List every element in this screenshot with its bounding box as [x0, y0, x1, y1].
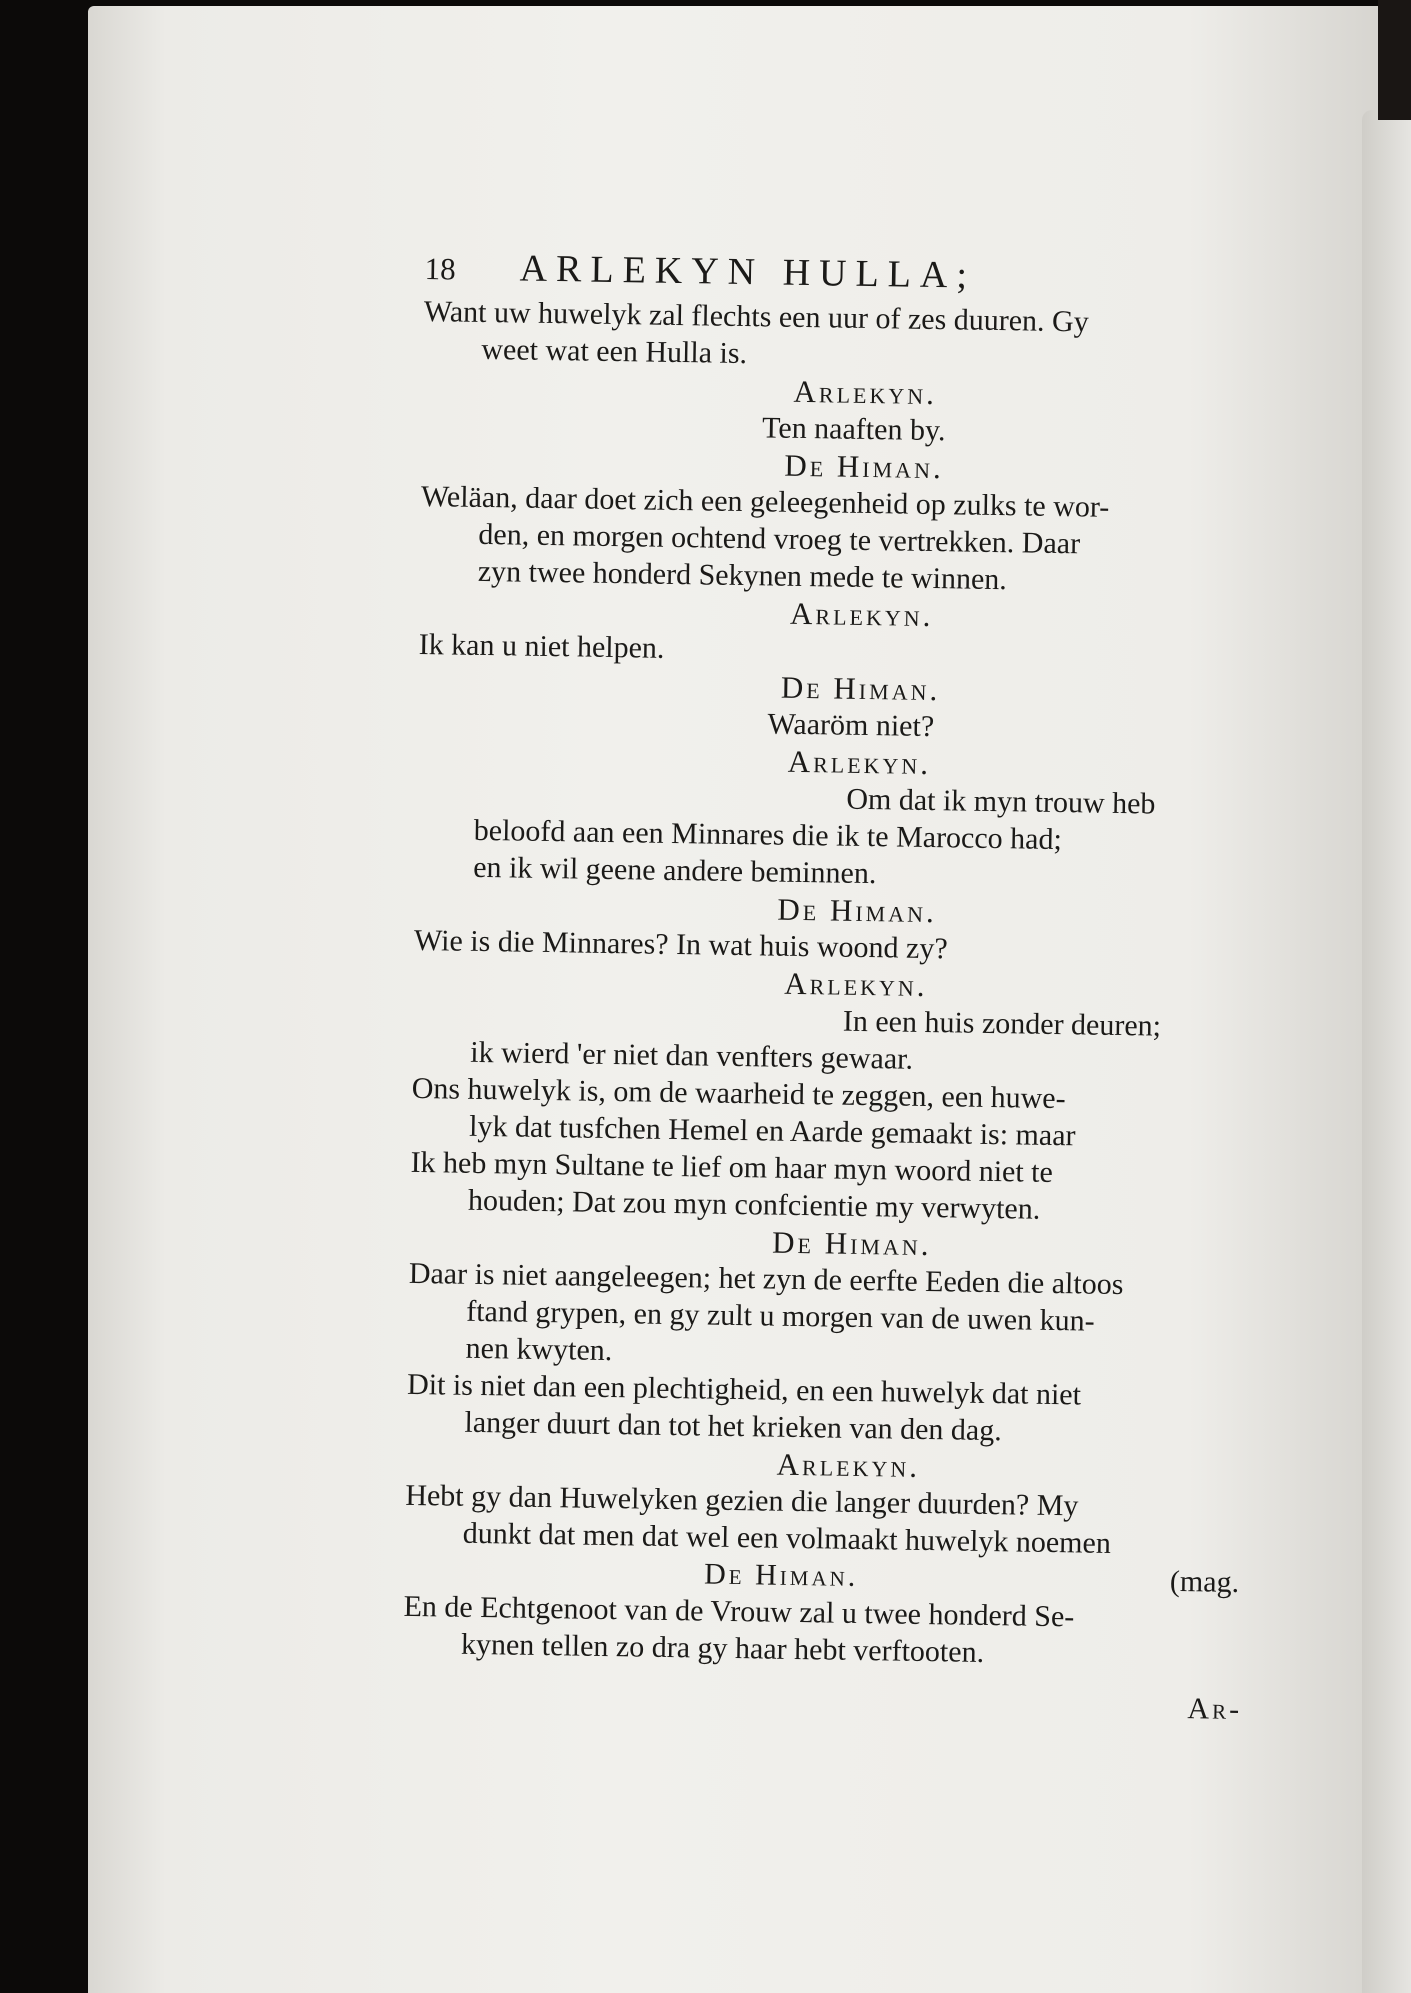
text-line: Ik heb myn Sultane te lief om haar myn woord niet te	[410, 1145, 1054, 1189]
speaker-name: De Himan.	[703, 1557, 859, 1593]
text-line: Ten naaften by.	[761, 411, 946, 448]
catchword: Ar-	[1187, 1692, 1243, 1727]
text-line: Weläan, daar doet zich een geleegenheid op zulks te wor-	[420, 479, 1110, 524]
text-line: Want uw huwelyk zal flechts een uur of zes duuren. Gy	[423, 294, 1090, 339]
text-line: Hebt gy dan Huwelyken gezien die langer duurden? My	[405, 1478, 1079, 1523]
text-line: Waaröm niet?	[767, 707, 935, 744]
runover-text: (mag.	[1169, 1564, 1240, 1599]
speaker-name: Arlekyn.	[793, 373, 938, 412]
text-line: houden; Dat zou myn confcientie my verwyten.	[467, 1183, 1041, 1226]
speaker-name: Arlekyn.	[783, 965, 928, 1003]
speaker-name: Arlekyn.	[789, 595, 934, 634]
running-title: ARLEKYN HULLA;	[519, 247, 977, 297]
book-gutter-shadow	[1378, 0, 1411, 120]
speaker-name: De Himan.	[777, 891, 938, 930]
text-line: Ons huwelyk is, om de waarheid te zeggen, een huwe-	[411, 1071, 1066, 1116]
text-line: lyk dat tusfchen Hemel en Aarde gemaakt is: maar	[468, 1109, 1076, 1153]
text-line: Dit is niet dan een plechtigheid, en een huwelyk dat niet	[406, 1367, 1082, 1412]
text-line: nen kwyten.	[465, 1331, 613, 1368]
page-number: 18	[424, 250, 456, 287]
text-line: zyn twee honderd Sekynen mede te winnen.	[477, 554, 1008, 597]
text-line: In een huis zonder deuren;	[842, 1004, 1162, 1043]
text-line: den, en morgen ochtend vroeg te vertrekken. Daar	[478, 517, 1081, 561]
speaker-name: Arlekyn.	[787, 743, 932, 782]
text-line: kynen tellen zo dra gy haar hebt verftooten.	[460, 1627, 985, 1669]
text-line: langer duurt dan tot het krieken van den dag.	[464, 1405, 1003, 1448]
text-line: Daar is niet aangeleegen; het zyn de eerfte Eeden die altoos	[408, 1256, 1124, 1302]
page-text-block	[402, 245, 1270, 1728]
speaker-name: De Himan.	[780, 669, 941, 708]
text-line: weet wat een Hulla is.	[481, 332, 748, 371]
text-line: Wie is die Minnares? In wat huis woond zy?	[413, 923, 948, 966]
text-line: beloofd aan een Minnares die ik te Marocco had;	[473, 813, 1063, 857]
speaker-name: Arlekyn.	[776, 1446, 921, 1484]
facing-page-edge	[1362, 110, 1411, 1993]
text-line: Om dat ik myn trouw heb	[846, 782, 1156, 821]
text-line: dunkt dat men dat wel een volmaakt huwelyk noemen	[462, 1516, 1112, 1560]
text-line: ftand grypen, en gy zult u morgen van de uwen kun-	[465, 1294, 1095, 1338]
speaker-name: De Himan.	[784, 447, 945, 486]
text-line: en ik wil geene andere beminnen.	[472, 850, 877, 891]
speaker-name: De Himan.	[771, 1224, 932, 1263]
text-line: En de Echtgenoot van de Vrouw zal u twee honderd Se-	[403, 1589, 1075, 1634]
text-line: ik wierd 'er niet dan venfters gewaar.	[470, 1035, 914, 1076]
text-line: Ik kan u niet helpen.	[418, 627, 665, 665]
